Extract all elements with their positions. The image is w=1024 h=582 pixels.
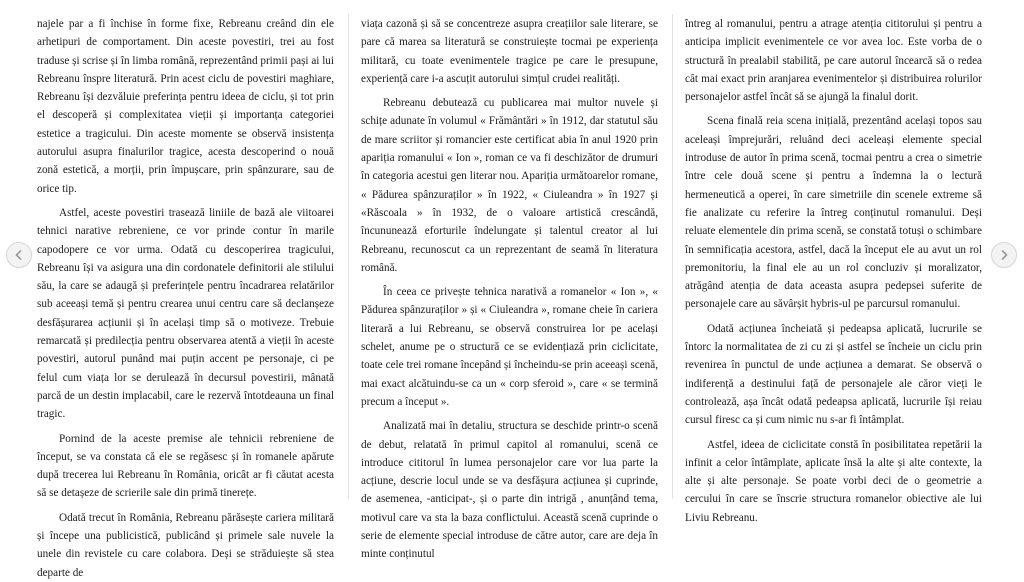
chevron-right-icon	[998, 249, 1010, 261]
paragraph: întreg al romanului, pentru a atrage atenția cititorului și pentru a anticipa implicit evenimentele ce vor avea loc. Este vorba de o structură în prealabil stabilită, pe care autorul încearcă să o redea cât mai exact prin aranjarea evenimentelor și distribuirea rolurilor personajelor astfel încât să se ajungă la finalul dorit.	[685, 18, 982, 104]
paragraph: Odată acțiunea încheiată și pedeapsa aplicată, lucrurile se întorc la normalitatea de zi cu zi și astfel se încheie un ciclu prin revenirea în punctul de unde acțiunea a demarat. Se observă o indiferență a destinului față de personajele ale căror vieți le controlează, așa încât odată pedeapsa aplicată, lucrurile își reiau cursul firesc ca și cum nimic nu s-ar fi întâmplat.	[685, 322, 982, 427]
paragraph: Astfel, ideea de ciclicitate constă în posibilitatea repetării la infinit a celor întâmplate, aplicate însă la alte și alte contexte, la alte și alte personaje. Se poate vorbi deci de o geometrie a cercului în care se înscrie structura romanelor obiective ale lui Liviu Rebreanu.	[685, 438, 982, 524]
paragraph: Rebreanu debutează cu publicarea mai multor nuvele și schițe adunate în volumul « Frământări » în 1912, dar statutul său de mare scriitor și romancier este certificat abia în anul 1920 prin apariția romanului « Ion », roman ce va fi deschizător de drumuri în categoria acestui gen literar nou. Apariția următoarelor romane, « Pădurea spânzuraților » în 1922, « Ciuleandra » în 1927 și «Răscoala » în 1932, de o valoare artistică crescândă, încununează eforturile îndelungate și talentul creator al lui Rebreanu, recunoscut ca un reprezentant de seamă în literatura română.	[361, 97, 658, 274]
paragraph: viața cazonă și să se concentreze asupra creațiilor sale literare, se pare că marea sa literatură se construiește tocmai pe experiența militară, cu toate evenimentele tragice pe care le presupune, experiență care i-a ascuțit autorului simțul crudei realități.	[361, 18, 658, 85]
column-divider	[348, 14, 349, 499]
paragraph: Odată trecut în România, Rebreanu părăsește cariera militară și începe una publicistică, publicând și primele sale nuvele la unele din revistele cu care colabora. Deși se străduiește să stea departe de	[37, 511, 334, 579]
paragraph: Analizată mai în detaliu, structura se deschide printr-o scenă de debut, relatată în primul capitol al romanului, scenă ce introduce cititorul în lumea personajelor care vor lua parte la acțiune, descrie locul unde se va desfășura acțiunea și cuprinde, de asemenea, -anticipat-, și o parte din intrigă , anunțând tema, motivul care va sta la baza conflictului. Această scenă cuprinde o serie de elemente special introduse de către autor, care are deja în minte conținutul	[361, 420, 658, 561]
next-page-button[interactable]	[991, 242, 1017, 268]
text-column-2	[361, 15, 658, 561]
previous-page-button[interactable]	[6, 242, 32, 268]
column-divider	[672, 14, 673, 499]
paragraph: Pornind de la aceste premise ale tehnicii rebreniene de început, se va constata că ele se regăsesc și în romanele apărute după trecerea lui Rebreanu în România, oricât ar fi căutat acesta să se detașeze de scrierile sale din primă tinerețe.	[37, 432, 334, 500]
paragraph: Scena finală reia scena inițială, prezentând același topos sau aceleași împrejurări, reluând deci aceleași elemente special introduse de autor în prima scenă, tocmai pentru a crea o simetrie între cele două scene și pentru a îndemna la o lectură hermeneutică a operei, în care simetriile din scenele extreme să fie analizate cu referire la întreg conținutul romanului. Deși reluate elementele din prima scenă, se constată totuși o schimbare în semnificația acestora, astfel, dacă la început ele au avut un rol premonitoriu, la final ele au un rol concluziv și moralizator, atrăgând atenția de data aceasta asupra pedepsei suferite de personajele care au săvârșit hybris-ul pe parcursul romanului.	[685, 115, 982, 311]
text-column-3	[685, 15, 982, 524]
text-column-1	[37, 15, 335, 579]
paragraph: Astfel, aceste povestiri trasează liniile de bază ale viitoarei tehnici narative rebreniene, ce vor prinde contur în marile capodopere ce vor urma. Odată cu descoperirea tragicului, Rebreanu își va asigura una din cordonatele definitorii ale stilului său, la care se adaugă și preferințele pentru încadrarea relatărilor sub aceeași temă și pentru crearea unui centru care să declanșeze desfășurarea acțiunii și în același timp să o motiveze. Trebuie remarcată și predilecția pentru observarea atentă a vieții în aceste povestiri, autorul punând mai puțin accent pe personaje, ci pe felul cum viața lor se derulează în decursul povestirii, mânată parcă de un destin implacabil, care le rezervă întotdeauna un final tragic.	[37, 206, 334, 421]
paragraph: najele par a fi închise în forme fixe, Rebreanu creând din ele arhetipuri de comportament. Din aceste povestiri, trei au fost traduse și scrise și în limba română, reprezentând primii pași ai lui Rebreanu înspre literatură. Prin acest ciclu de povestiri maghiare, Rebreanu își dezvăluie preferința pentru ideea de ciclu, și tot prin el descoperă și complexitatea vieții și importanța categoriei estetice a tragicului. Din aceste momente se observă insistența autorului asupra finalurilor tragice, acesta descoperind o nouă zonă estetică, a morții, prin împușcare, prin spânzurare, sau de orice tip.	[37, 18, 335, 195]
chevron-left-icon	[13, 249, 25, 261]
paragraph: În ceea ce privește tehnica narativă a romanelor « Ion », « Pădurea spânzuraților » și « Ciuleandra », romane cheie în cariera literară a lui Rebreanu, se observă construirea lor pe același schelet, anume pe o structură ce se evidențiază prin ciclicitate, toate cele trei romane începând și încheindu-se prin aceeași scenă, mai exact alcătuindu-se ca un « corp sferoid », care « se termină precum a început ».	[361, 286, 658, 408]
